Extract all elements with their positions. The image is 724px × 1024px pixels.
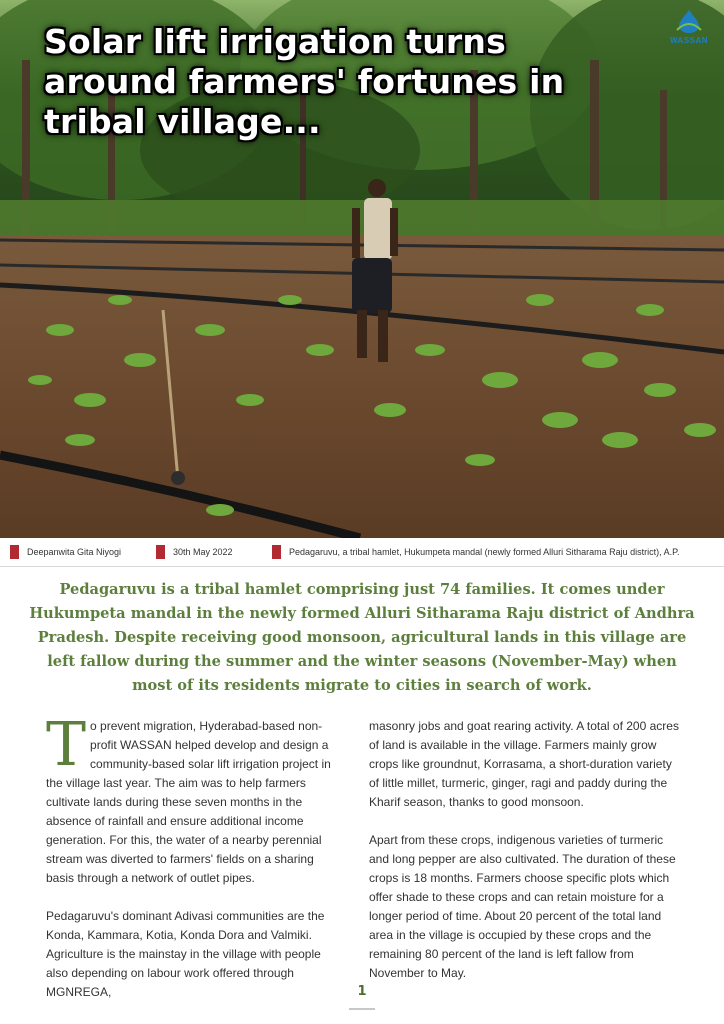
author: Deepanwita Gita Niyogi bbox=[27, 547, 122, 557]
page-number: 1 bbox=[357, 984, 367, 999]
body-paragraph: Apart from these crops, indigenous varieties of turmeric and long pepper are also cultivated. The duration of these crops is 18 months. Farmers choose specific plots which offer shade to these crops and can retain moisture for a longer period of time. About 20 percent of the total land area in the village is occupied by these crops and the remaining 80 percent of the land is left fallow from November to May. bbox=[369, 833, 676, 980]
article-title: Solar lift irrigation turns around farmers' fortunes in tribal village... bbox=[44, 22, 565, 141]
body-paragraph: To prevent migration, Hyderabad-based non-profit WASSAN helped develop and design a community-based solar lift irrigation project in the village last year. The aim was to help farmers cultivate lands during these seven months in the absence of rainfall and ensure additional income generation. For this, the water of a nearby perennial stream was diverted to farmers' fields on a sharing basis through a network of outlet pipes. bbox=[46, 710, 331, 885]
divider bbox=[0, 566, 724, 567]
author-item bbox=[10, 543, 121, 561]
body-paragraph: masonry jobs and goat rearing activity. A total of 200 acres of land is available in the village. Farmers mainly grow crops like groundnut, Korrasama, a short-duration variety of little millet, turmeric, ginger, ragi and paddy during the Kharif season, thanks to good monsoon. bbox=[369, 719, 679, 809]
marker-icon bbox=[156, 545, 165, 559]
article-meta bbox=[0, 543, 724, 563]
date: 30th May 2022 bbox=[173, 547, 233, 557]
marker-icon bbox=[272, 545, 281, 559]
wassan-logo bbox=[664, 8, 714, 45]
lead-paragraph: Pedagaruvu is a tribal hamlet comprising just 74 families. It comes under Hukumpeta mandal in the newly formed Alluri Sitharama Raju district of Andhra Pradesh. Despite receiving good monsoon, agricultural lands in this village are left fallow during the summer and the winter seasons (November-May) when most of its residents migrate to cities in search of work. bbox=[29, 581, 695, 694]
drop-cap: T bbox=[46, 710, 87, 780]
water-drop-icon bbox=[671, 8, 707, 34]
page-number-underline bbox=[349, 1008, 375, 1010]
logo-text: WASSAN bbox=[669, 36, 709, 45]
body-paragraph: Pedagaruvu's dominant Adivasi communities are the Konda, Kammara, Kotia, Konda Dora and Valmiki. Agriculture is the mainstay in the village with people also depending on labour work offered through MGNREGA, bbox=[46, 909, 325, 999]
location: Pedagaruvu, a tribal hamlet, Hukumpeta mandal (newly formed Alluri Sitharama Raju district), A.P. bbox=[289, 547, 680, 557]
location-item bbox=[272, 543, 680, 561]
marker-icon bbox=[10, 545, 19, 559]
date-item bbox=[156, 543, 233, 561]
body-column-left bbox=[46, 710, 336, 1021]
body-column-right bbox=[369, 717, 681, 1002]
